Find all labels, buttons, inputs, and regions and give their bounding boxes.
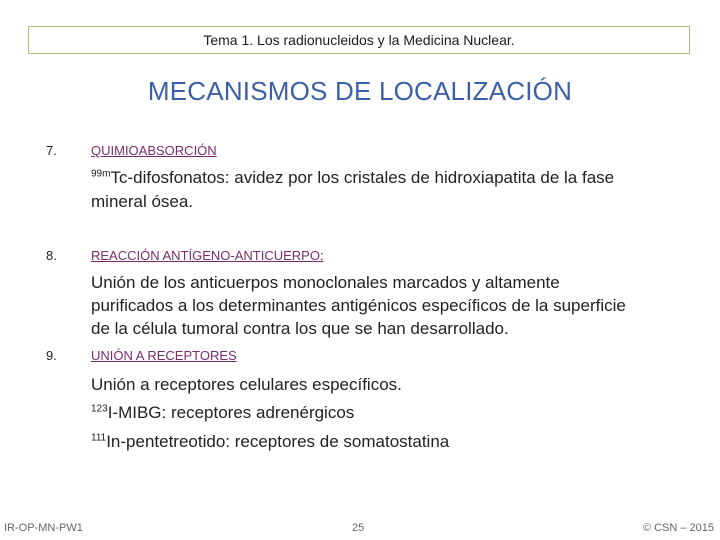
isotope-superscript: 111 [91, 432, 107, 444]
item-line-text: de la célula tumoral contra los que se han desarrollado. [91, 319, 509, 338]
item-line-text: purificados a los determinantes antigénicos específicos de la superficie [91, 296, 626, 315]
item-heading: QUIMIOABSORCIÓN [91, 143, 217, 158]
item-heading [91, 248, 324, 263]
item-line [91, 272, 691, 294]
item-line-text: Unión de los anticuerpos monoclonales marcados y altamente [91, 273, 560, 292]
item-line-text: In-pentetreotido: receptores de somatostatina [106, 432, 450, 451]
slide-header [28, 26, 690, 54]
item-line-text: Unión a receptores celulares específicos. [91, 375, 402, 394]
footer-code: IR-OP-MN-PW1 [4, 522, 83, 534]
item-line [91, 374, 691, 396]
item-line-text: mineral ósea. [91, 192, 194, 211]
slide-header-text: Tema 1. Los radionucleidos y la Medicina Nuclear. [203, 32, 515, 48]
item-heading-text: REACCIÓN ANTÍGENO-ANTICUERPO [91, 248, 320, 263]
item-number: 9. [46, 348, 57, 363]
item-line [91, 191, 691, 213]
item-line [91, 402, 691, 424]
item-number: 7. [46, 143, 57, 158]
isotope-superscript: 123 [91, 403, 108, 415]
item-line-text: Tc-difosfonatos: avidez por los cristales de hidroxiapatita de la fase [110, 168, 615, 187]
footer-copyright: © CSN – 2015 [642, 522, 714, 534]
item-line [91, 431, 691, 453]
isotope-superscript: 99m [91, 168, 111, 180]
item-line [91, 318, 691, 340]
item-line [91, 295, 691, 317]
page-title: MECANISMOS DE LOCALIZACIÓN [147, 76, 573, 106]
item-line-text: I-MIBG: receptores adrenérgicos [107, 403, 355, 422]
item-line [91, 167, 691, 189]
page-number: 25 [352, 522, 365, 534]
item-heading: UNIÓN A RECEPTORES [91, 348, 237, 363]
item-number: 8. [46, 248, 57, 263]
item-heading-colon: : [319, 248, 324, 263]
